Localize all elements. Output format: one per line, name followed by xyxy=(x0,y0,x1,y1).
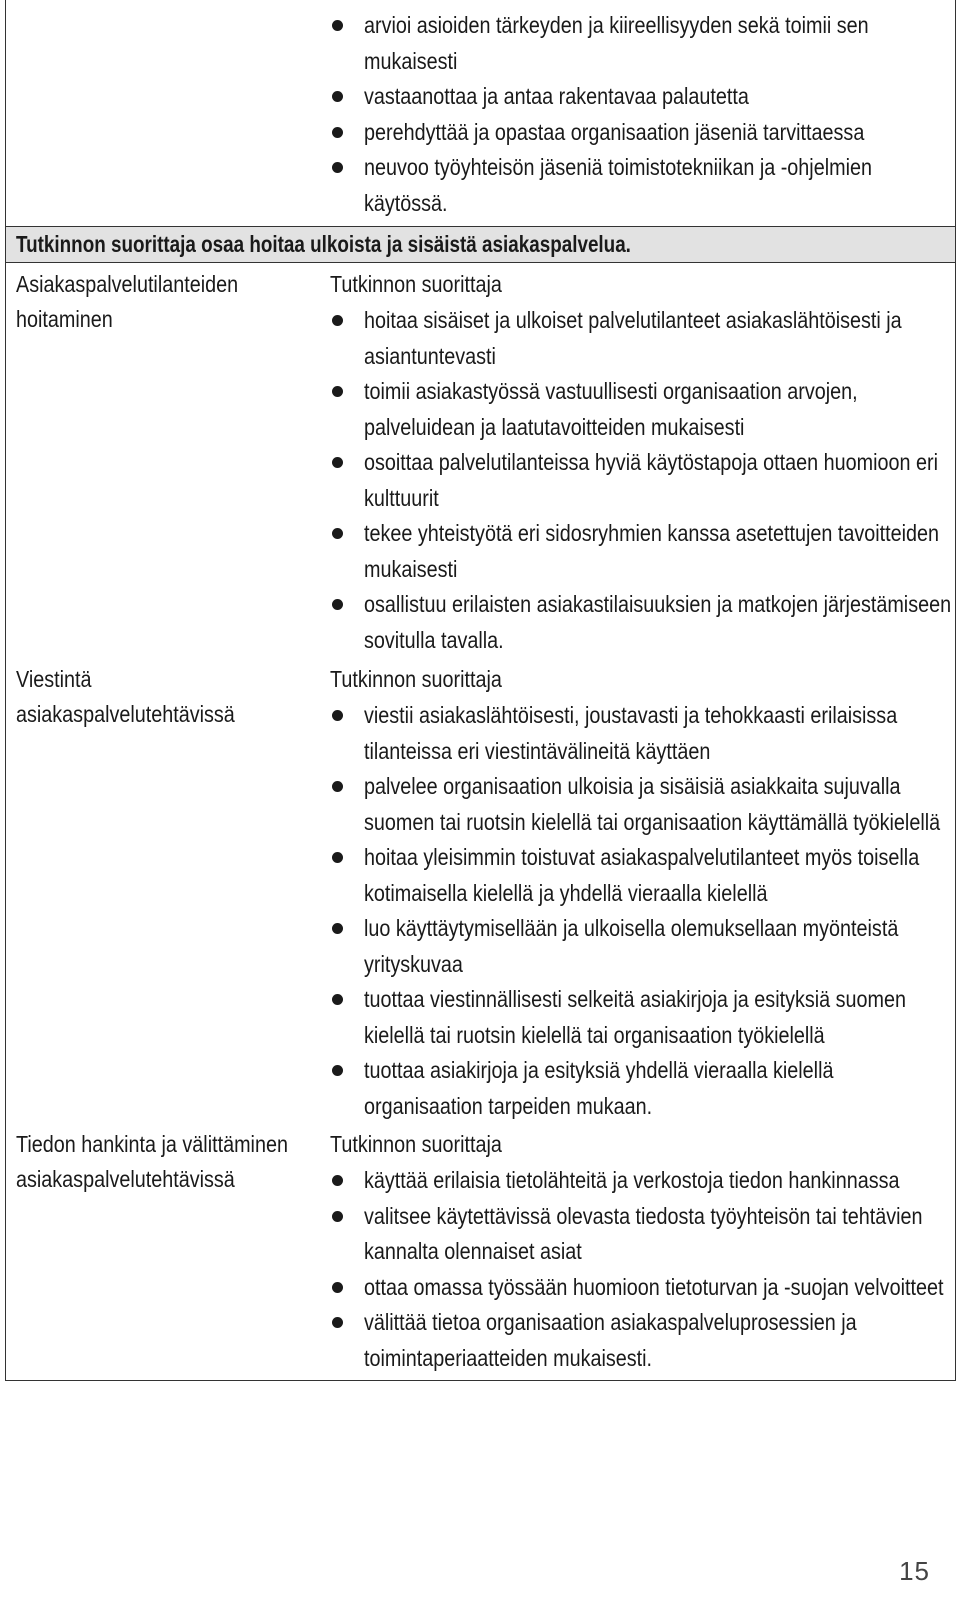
section-left-cell xyxy=(6,263,316,658)
page-number: 15 xyxy=(899,1556,930,1586)
top-section-list xyxy=(330,8,960,221)
section-left-cell xyxy=(6,658,316,1123)
bullet-icon xyxy=(332,20,343,31)
section-label: Asiakaspalvelutilanteiden hoitaminen xyxy=(16,271,239,332)
list-item: hoitaa sisäiset ja ulkoiset palvelutilanteet asiakaslähtöisesti ja asiantuntevasti xyxy=(330,303,960,374)
section-list xyxy=(330,303,960,658)
bullet-icon xyxy=(332,162,343,173)
list-item: viestii asiakaslähtöisesti, joustavasti ja tehokkaasti erilaisissa tilanteissa eri viestintävälineitä käyttäen xyxy=(330,698,960,769)
bullet-icon xyxy=(332,852,343,863)
bullet-icon xyxy=(332,315,343,326)
bullet-icon xyxy=(332,1282,343,1293)
band-heading xyxy=(6,226,955,263)
list-item: välittää tietoa organisaation asiakaspalveluprosessien ja toimintaperiaatteiden mukaisesti. xyxy=(330,1305,960,1376)
bullet-icon xyxy=(332,994,343,1005)
section-title: Tutkinnon suorittaja xyxy=(330,1131,502,1157)
section-list xyxy=(330,1163,960,1376)
list-item: palvelee organisaation ulkoisia ja sisäisiä asiakkaita sujuvalla suomen tai ruotsin kielellä tai organisaation käyttämällä työkielellä xyxy=(330,769,960,840)
section-row xyxy=(6,658,955,1123)
section-title: Tutkinnon suorittaja xyxy=(330,271,502,297)
section-title: Tutkinnon suorittaja xyxy=(330,666,502,692)
bullet-icon xyxy=(332,1211,343,1222)
top-section-left-cell xyxy=(6,0,316,226)
bullet-icon xyxy=(332,781,343,792)
competence-table xyxy=(5,0,956,1381)
band-heading-text: Tutkinnon suorittaja osaa hoitaa ulkoista ja sisäistä asiakaspalvelua. xyxy=(16,231,631,257)
list-item: käyttää erilaisia tietolähteitä ja verkostoja tiedon hankinnassa xyxy=(330,1163,960,1199)
top-section-right-cell xyxy=(316,0,960,226)
section-right-cell xyxy=(316,263,960,658)
bullet-icon xyxy=(332,923,343,934)
section-label: Tiedon hankinta ja välittäminen asiakaspalvelutehtävissä xyxy=(16,1131,288,1192)
section-right-cell xyxy=(316,1123,960,1380)
list-item: tuottaa viestinnällisesti selkeitä asiakirjoja ja esityksiä suomen kielellä tai ruotsin kielellä tai organisaation työkielellä xyxy=(330,982,960,1053)
bullet-icon xyxy=(332,599,343,610)
section-list xyxy=(330,698,960,1124)
bullet-icon xyxy=(332,457,343,468)
section-row xyxy=(6,263,955,658)
list-item: hoitaa yleisimmin toistuvat asiakaspalvelutilanteet myös toisella kotimaisella kielellä ja yhdellä vieraalla kielellä xyxy=(330,840,960,911)
section-left-cell xyxy=(6,1123,316,1380)
list-item: vastaanottaa ja antaa rakentavaa palautetta xyxy=(330,79,960,115)
list-item: perehdyttää ja opastaa organisaation jäseniä tarvittaessa xyxy=(330,115,960,151)
bullet-icon xyxy=(332,127,343,138)
list-item: osallistuu erilaisten asiakastilaisuuksien ja matkojen järjestämiseen sovitulla tavalla. xyxy=(330,587,960,658)
list-item: valitsee käytettävissä olevasta tiedosta työyhteisön tai tehtävien kannalta olennaiset asiat xyxy=(330,1199,960,1270)
list-item: tuottaa asiakirjoja ja esityksiä yhdellä vieraalla kielellä organisaation tarpeiden mukaan. xyxy=(330,1053,960,1124)
bullet-icon xyxy=(332,528,343,539)
top-section-row xyxy=(6,0,955,226)
bullet-icon xyxy=(332,1065,343,1076)
section-label: Viestintä asiakaspalvelutehtävissä xyxy=(16,666,235,727)
list-item: osoittaa palvelutilanteissa hyviä käytöstapoja ottaen huomioon eri kulttuurit xyxy=(330,445,960,516)
bullet-icon xyxy=(332,91,343,102)
bullet-icon xyxy=(332,386,343,397)
list-item: neuvoo työyhteisön jäseniä toimistotekniikan ja -ohjelmien käytössä. xyxy=(330,150,960,221)
list-item: toimii asiakastyössä vastuullisesti organisaation arvojen, palveluidean ja laatutavoitteiden mukaisesti xyxy=(330,374,960,445)
section-row xyxy=(6,1123,955,1380)
bullet-icon xyxy=(332,1175,343,1186)
list-item: ottaa omassa työssään huomioon tietoturvan ja -suojan velvoitteet xyxy=(330,1270,960,1306)
bullet-icon xyxy=(332,1317,343,1328)
list-item: arvioi asioiden tärkeyden ja kiireellisyyden sekä toimii sen mukaisesti xyxy=(330,8,960,79)
section-right-cell xyxy=(316,658,960,1123)
bullet-icon xyxy=(332,710,343,721)
list-item: tekee yhteistyötä eri sidosryhmien kanssa asetettujen tavoitteiden mukaisesti xyxy=(330,516,960,587)
list-item: luo käyttäytymisellään ja ulkoisella olemuksellaan myönteistä yrityskuvaa xyxy=(330,911,960,982)
